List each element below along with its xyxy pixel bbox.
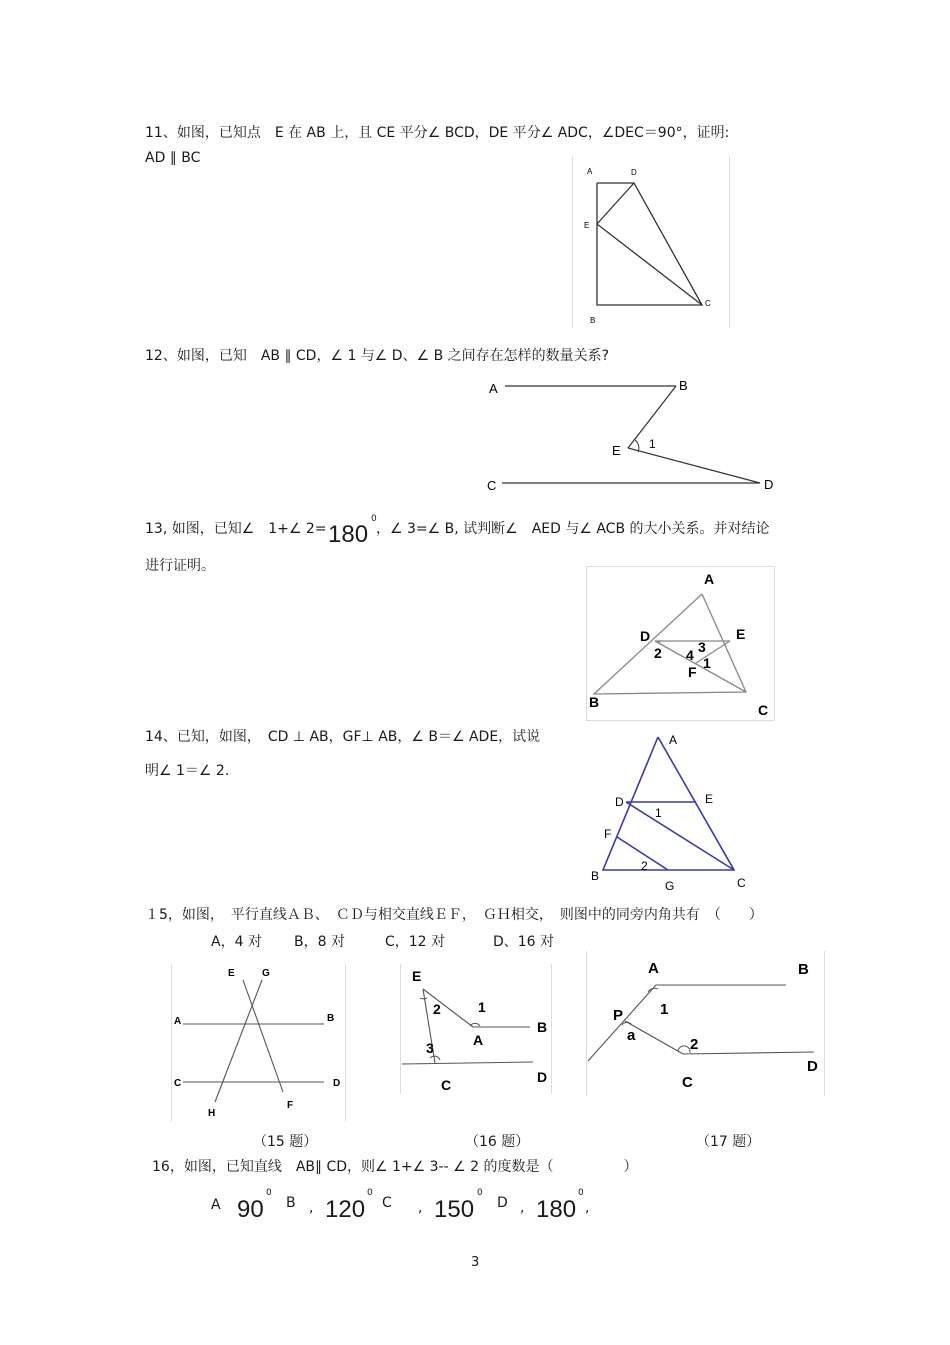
q13-big-number: 180 xyxy=(328,521,369,548)
q17-figure xyxy=(586,951,826,1096)
q16-answer-d-sep: , xyxy=(520,1200,525,1216)
q16-label-1: 1 xyxy=(478,999,486,1015)
q16-answer-c-sep: , xyxy=(418,1200,423,1216)
q15-label-h: H xyxy=(208,1108,216,1119)
q13-text-prefix: 13, 如图，已知∠ 1+∠ 2= xyxy=(145,521,327,537)
q17-label-1: 1 xyxy=(660,1001,669,1018)
q16-answer-a-letter: A xyxy=(211,1197,221,1213)
q16-answer-a-sup: 0 xyxy=(266,1188,272,1198)
q15-label-a: A xyxy=(174,1016,182,1027)
q12-label-d: D xyxy=(764,477,774,492)
q16-label-c: C xyxy=(441,1077,452,1093)
q16-line-cd xyxy=(402,1062,533,1064)
q12-label-1: 1 xyxy=(649,437,656,451)
q14-label-d: D xyxy=(615,795,624,809)
q14-label-f: F xyxy=(604,827,612,841)
q17-label-a: A xyxy=(648,960,659,977)
q16-answer-b-sup: 0 xyxy=(367,1188,373,1198)
q17-label-c: C xyxy=(682,1074,693,1091)
q16-label-b: B xyxy=(537,1019,548,1035)
q16-answer-c-sup: 0 xyxy=(477,1188,483,1198)
q12-label-c: C xyxy=(487,478,497,493)
q17-line-cd xyxy=(683,1052,814,1054)
q12-segment-ed xyxy=(628,448,760,483)
q11-label-e: E xyxy=(584,221,590,230)
q15-line-ef xyxy=(243,980,283,1092)
q15-label-f: F xyxy=(287,1100,294,1111)
q15-option-c: C，12 对 xyxy=(385,934,446,950)
q13-label-1: 1 xyxy=(703,655,711,671)
q16-answer-d-value: 180 xyxy=(536,1196,577,1223)
q15-figure xyxy=(171,964,346,1122)
q16-answer-b-sep: , xyxy=(309,1200,314,1216)
q13-label-c: C xyxy=(758,702,769,718)
q14-figure xyxy=(588,728,758,898)
q14-label-b: B xyxy=(591,869,600,883)
q11-quadrilateral xyxy=(597,183,702,305)
q13-label-b: B xyxy=(589,694,600,710)
q16-answer-trailing-sep: , xyxy=(585,1200,590,1216)
q16-figure xyxy=(400,964,555,1094)
q15-label-d: D xyxy=(333,1078,341,1089)
q12-label-b: B xyxy=(679,378,688,393)
q12-text-line1: 12、如图，已知 AB ∥ CD，∠ 1 与∠ D、∠ B 之间存在怎样的数量关系? xyxy=(145,348,610,364)
q15-text-line1: １5，如图， 平行直线ＡＢ、 ＣＤ与相交直线ＥＦ， ＧＨ相交， 则图中的同旁内角共有 （ ） xyxy=(145,907,763,923)
q12-label-a: A xyxy=(489,381,498,396)
q14-label-a: A xyxy=(669,733,678,747)
q16-answer-b-letter: B xyxy=(286,1195,296,1211)
q14-label-e: E xyxy=(705,792,714,806)
q16-answer-c-letter: C xyxy=(382,1195,392,1211)
q16-label-3: 3 xyxy=(426,1040,434,1056)
q13-label-4: 4 xyxy=(686,647,694,663)
q11-figure xyxy=(572,156,730,328)
caption-q17: （17 题） xyxy=(696,1134,761,1150)
q15-label-b: B xyxy=(327,1013,335,1024)
q15-label-e: E xyxy=(228,968,235,979)
q15-option-d: D、16 对 xyxy=(493,934,555,950)
q13-label-f: F xyxy=(688,664,697,680)
q13-figure xyxy=(586,566,775,721)
q11-text-line2: AD ∥ BC xyxy=(145,150,201,166)
q17-label-2: 2 xyxy=(690,1036,699,1053)
q17-label-a-lower: a xyxy=(627,1027,636,1044)
q13-label-3: 3 xyxy=(698,639,706,655)
q11-segment-ec xyxy=(597,224,702,305)
q17-label-d: D xyxy=(807,1058,818,1075)
q12-label-e: E xyxy=(612,443,621,458)
q13-text-suffix: ，∠ 3=∠ B, 试判断∠ AED 与∠ ACB 的大小关系。并对结论 xyxy=(376,521,770,537)
q16-segment-ea xyxy=(423,989,473,1027)
q16-answer-d-sup: 0 xyxy=(578,1188,584,1198)
q15-option-b: B，8 对 xyxy=(294,934,345,950)
q14-text-line2: 明∠ 1＝∠ 2. xyxy=(145,763,230,779)
caption-q16: （16 题） xyxy=(465,1134,530,1150)
q16-label-a: A xyxy=(473,1032,484,1048)
q13-label-a: A xyxy=(704,571,715,587)
q11-segment-ed xyxy=(597,183,634,224)
q12-figure xyxy=(480,375,780,495)
q16-answer-a-value: 90 xyxy=(237,1196,264,1223)
q14-label-1: 1 xyxy=(655,806,662,820)
q13-text-line2: 进行证明。 xyxy=(145,558,215,574)
q17-label-b: B xyxy=(798,961,809,978)
q16-answer-b-value: 120 xyxy=(325,1196,366,1223)
q16-answer-c-value: 150 xyxy=(434,1196,475,1223)
q16-text-line1: 16，如图，已知直线 AB∥ CD，则∠ 1+∠ 3-- ∠ 2 的度数是（ ） xyxy=(152,1159,638,1175)
page-number: 3 xyxy=(471,1255,480,1270)
q14-text-line1: 14、已知，如图， CD ⊥ AB，GF⊥ AB，∠ B＝∠ ADE，试说 xyxy=(145,729,541,745)
q11-label-b: B xyxy=(590,316,596,325)
q11-label-a: A xyxy=(587,167,593,176)
q15-option-a: A，4 对 xyxy=(211,934,262,950)
q14-label-2: 2 xyxy=(641,859,648,873)
q16-label-2: 2 xyxy=(433,1001,441,1017)
q16-label-e: E xyxy=(412,968,422,984)
q16-label-d: D xyxy=(537,1069,548,1085)
q11-label-d: D xyxy=(631,168,637,177)
q11-label-c: C xyxy=(705,299,711,308)
q16-answer-d-letter: D xyxy=(497,1195,508,1211)
q13-label-2: 2 xyxy=(654,645,662,661)
q15-label-g: G xyxy=(262,968,270,979)
q11-text-line1: 11、如图，已知点 E 在 AB 上，且 CE 平分∠ BCD，DE 平分∠ ADC，∠DEC＝90°，证明: xyxy=(145,125,730,141)
q13-label-e: E xyxy=(736,626,746,642)
q14-label-g: G xyxy=(665,879,675,893)
caption-q15: （15 题） xyxy=(253,1134,318,1150)
q15-line-gh xyxy=(215,980,262,1102)
q15-label-c: C xyxy=(174,1078,182,1089)
q13-label-d: D xyxy=(640,628,651,644)
q17-label-p: P xyxy=(613,1007,624,1024)
q14-label-c: C xyxy=(737,876,746,890)
q13-degree-sup: 0 xyxy=(371,514,377,524)
